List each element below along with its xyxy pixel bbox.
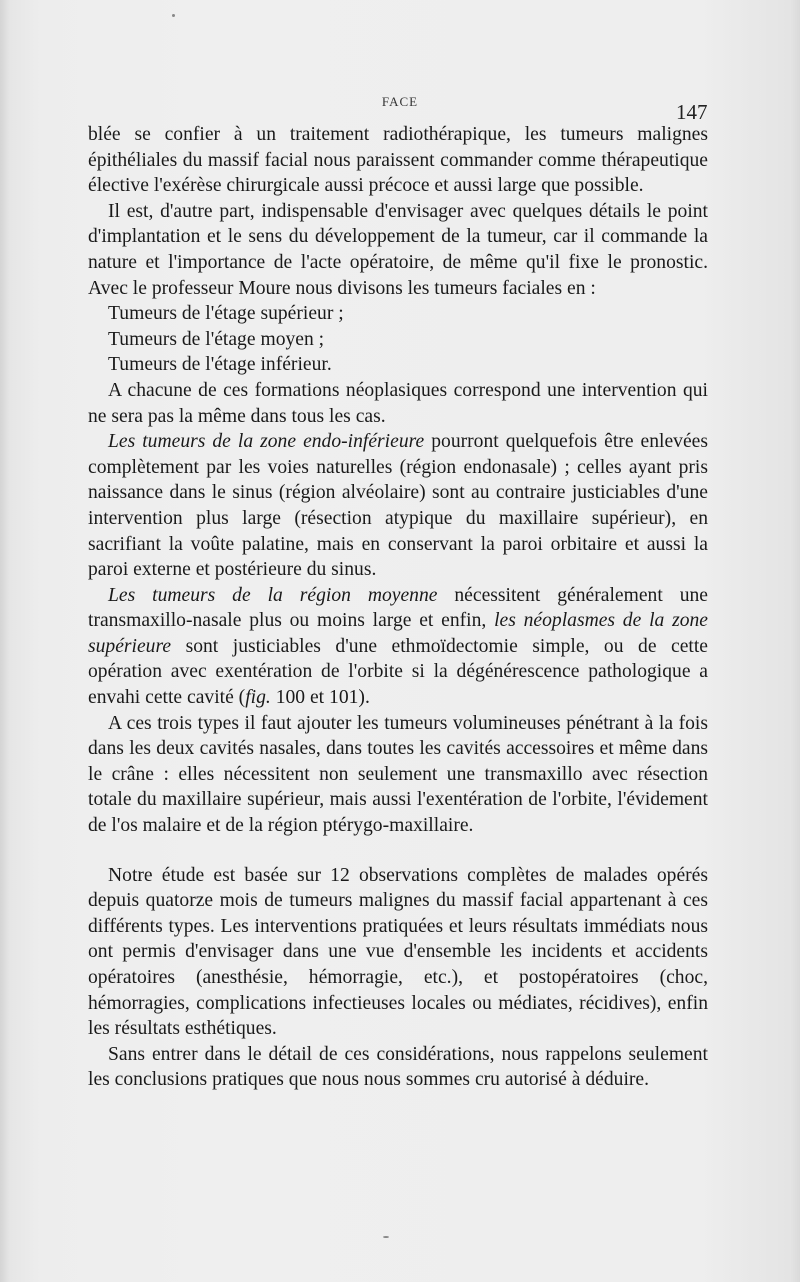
page-number: 147 <box>676 100 708 124</box>
list-item: Tumeurs de l'étage moyen ; <box>108 328 325 350</box>
scan-speck <box>172 14 175 17</box>
paragraph: Sans entrer dans le détail de ces considérations, nous rappelons seulement les conclusions pratiques que nous nous sommes cru autorisé à déduire. <box>88 1043 708 1091</box>
list-item: Tumeurs de l'étage supérieur ; <box>108 303 344 325</box>
paragraph: blée se confier à un traitement radiothérapique, les tumeurs malignes épithéliales du massif facial nous paraissent commander comme thérapeutique élective l'exérèse chirurgicale aussi précoce et aussi large que possible. <box>88 124 708 197</box>
text-run: pourront quelquefois être enlevées complètement par les voies naturelles (région endonasale) ; celles ayant pris naissance dans le sinus (région alvéolaire) sont au contraire justiciables d'une intervention plus large (résection atypique du maxillaire supérieur), en sacrifiant la voûte palatine, mais en conservant la paroi orbitaire et aussi la paroi externe et postérieure du sinus. <box>88 431 708 581</box>
paragraph <box>88 583 708 711</box>
text-run: 100 et 101). <box>270 687 370 709</box>
list-item: Tumeurs de l'étage inférieur. <box>108 354 332 376</box>
running-head: FACE <box>381 94 419 109</box>
text-run: nécessitent généralement une transmaxillo-nasale plus ou moins large et enfin, <box>88 584 708 632</box>
figure-ref: fig. <box>245 687 271 709</box>
italic-phrase: Les tumeurs de la zone endo-inférieure <box>108 431 425 453</box>
paragraph: Il est, d'autre part, indispensable d'envisager avec quelques détails le point d'implantation et le sens du développement de la tumeur, car il commande la nature et l'importance de l'acte opératoire, de même qu'il fixe le pronostic. Avec le professeur Moure nous divisons les tumeurs faciales en : <box>88 200 708 299</box>
paragraph: A ces trois types il faut ajouter les tumeurs volumineuses pénétrant à la fois dans les deux cavités nasales, dans toutes les cavités accessoires et même dans le crâne : elles nécessitent non seulement une transmaxillo avec résection totale du maxillaire supérieur, mais aussi l'exentération de l'orbite, l'évidement de l'os malaire et de la région ptérygo-maxillaire. <box>88 712 708 837</box>
paragraph: Notre étude est basée sur 12 observations complètes de malades opérés depuis quatorze mois de tumeurs malignes du massif facial appartenant à ces différents types. Les interventions pratiquées et leurs résultats immédiats nous ont permis d'envisager dans une vue d'ensemble les incidents et accidents opératoires (anesthésie, hémorragie, etc.), et postopératoires (choc, hémorragies, complications infectieuses locales ou médiates, récidives), enfin les résultats esthétiques. <box>88 864 708 1040</box>
body-text <box>88 122 708 1093</box>
italic-phrase: les néoplasmes de la zone supérieure <box>88 610 708 657</box>
text-run: sont justiciables d'une ethmoïdectomie simple, ou de cette opération avec exentération de l'orbite si la dégénérescence pathologique a envahi cette cavité ( <box>88 635 708 709</box>
italic-phrase: Les tumeurs de la région moyenne <box>108 584 438 606</box>
paragraph: A chacune de ces formations néoplasiques correspond une intervention qui ne sera pas la même dans tous les cas. <box>88 379 708 427</box>
scan-speck <box>383 1236 389 1238</box>
paragraph <box>88 429 708 583</box>
